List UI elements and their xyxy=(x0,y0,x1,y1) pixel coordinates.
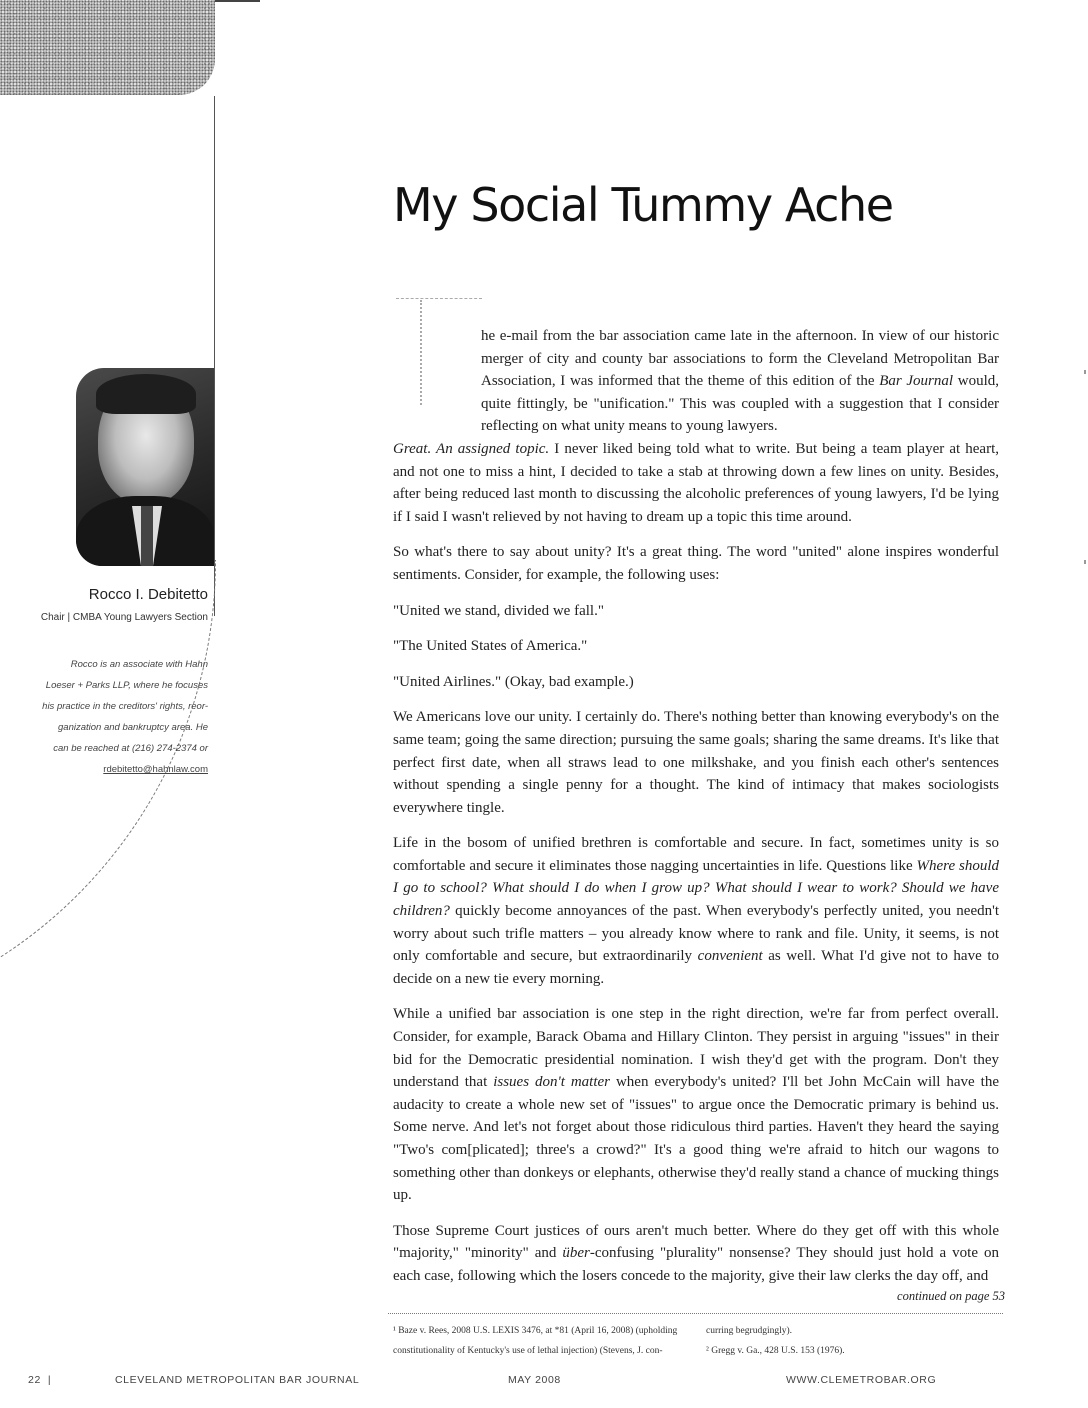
bio-line: can be reached at (216) 274-2374 or xyxy=(53,743,208,754)
bio-line: ganization and bankruptcy area. He xyxy=(58,722,208,733)
paragraph: While a unified bar association is one step in the right direction, we're far from perfect overall. Consider, for example, Barack Obama and Hillary Clinton. They persist in arguing "issues" in their bid for the Democratic presidential nomination. I wish they'd get with the program. Don't they understand that issues don't matter when everybody's united? I'll bet John McCain will have the audacity to create a whole new set of "issues" to argue once the Democratic primary is behind us. Some nerve. And let's not forget about those ridiculous third parties. Haven't they heard the saying "Two's com[plicated]; three's a crowd?" It's a good thing we're afraid to hitch our wagons to something other than donkeys or elephants, otherwise they'd really stand a chance of mucking things up. xyxy=(393,1006,999,1204)
footnote-2: ² Gregg v. Ga., 428 U.S. 153 (1976). xyxy=(706,1346,845,1356)
author-name: Rocco I. Debitetto xyxy=(88,586,208,603)
author-role: Chair | CMBA Young Lawyers Section xyxy=(40,612,208,623)
sidebar-curve xyxy=(0,560,216,1031)
footnote-rule xyxy=(388,1313,1003,1314)
paragraph: So what's there to say about unity? It's a great thing. The word "united" alone inspires wonderful sentiments. Consider, for example, the following uses: xyxy=(393,544,999,583)
margin-tick xyxy=(1084,370,1086,374)
quote: "United we stand, divided we fall." xyxy=(393,602,604,619)
paragraph: he e-mail from the bar association came late in the afternoon. In view of our historic merger of city and county bar associations to form the Cleveland Metropolitan Bar Association, I was informed that the theme of this edition of the Bar Journal would, quite fittingly, be "unification." This was coupled with a suggestion that I consider reflecting on what unity means to young lawyers. Great. An assigned topic. I never liked being told what to write. But being a team player at heart, and not one to miss a hint, I decided to take a stab at throwing down a few lines on unity. Besides, after being reduced last month to discussing the alcoholic preferences of young lawyers, I'd be lying if I said I wasn't relieved by not having to dream up a topic this time around. xyxy=(393,325,999,528)
bio-line: Loeser + Parks LLP, where he focuses xyxy=(45,680,208,691)
footnote-column-right xyxy=(706,1321,1006,1361)
bio-line: his practice in the creditors' rights, reor- xyxy=(42,701,208,712)
footnote-1-continued: curring begrudgingly). xyxy=(706,1326,793,1336)
top-rule xyxy=(215,0,260,2)
article-body xyxy=(393,325,999,1301)
header-texture xyxy=(0,0,215,95)
page-number: 22 | xyxy=(28,1374,52,1386)
author-bio xyxy=(40,654,208,780)
paragraph: Life in the bosom of unified brethren is comfortable and secure. In fact, sometimes unity is so comfortable and secure it eliminates those nagging uncertainties in life. Questions like Where should I go to school? What should I do when I grow up? What should I wear to work? Should we have children? quickly become annoyances of the past. When everybody's perfectly united, you needn't worry about such trifle matters – you already know where to rank and file. Unity, it seems, is not only comfortable and secure, but extraordinarily convenient as well. What I'd give not to have to decide on a new tie every morning. xyxy=(393,835,999,987)
paragraph: We Americans love our unity. I certainly do. There's nothing better than knowing everybody's on the same team; going the same direction; pursuing the same goals; sharing the same dreams. It's like that perfect first date, when all straws lead to one milkshake, and you finish each other's sentences without spending a single penny for a thought. The kind of intimacy that makes sociologists everywhere tingle. xyxy=(393,709,999,816)
author-hair xyxy=(96,374,196,414)
quote: "United Airlines." (Okay, bad example.) xyxy=(393,673,634,690)
author-photo xyxy=(76,368,214,566)
issue-date: MAY 2008 xyxy=(508,1374,561,1386)
paragraph-lead: he e-mail from the bar association came late in the afternoon. In view of our historic merger of city and county bar associations to form the Cleveland Metropolitan Bar Association, I was informed that the theme of this edition of the Bar Journal would, quite fittingly, be "unification." This was coupled with a suggestion that I consider reflecting on what unity means to young lawyers. xyxy=(481,328,1000,435)
website-link[interactable]: WWW.CLEMETROBAR.ORG xyxy=(786,1374,937,1386)
quote: "The United States of America." xyxy=(393,638,588,655)
author-email-link[interactable]: rdebitetto@hahnlaw.com xyxy=(103,764,208,775)
paragraph: Those Supreme Court justices of ours aren't much better. Where do they get off with this whole "majority," "minority" and über-confusing "plurality" nonsense? They should just hold a vote on each case, following which the losers concede to the majority, give their law clerks the day off, and xyxy=(393,1222,999,1284)
inline-italic: Great. An assigned topic. xyxy=(393,440,550,457)
bio-line: Rocco is an associate with Hahn xyxy=(70,659,208,670)
footnote-1: ¹ Baze v. Rees, 2008 U.S. LEXIS 3476, at *81 (April 16, 2008) (upholding constitutionality of Kentucky's use of lethal injection) (Stevens, J. con- xyxy=(393,1326,678,1356)
publication-name: CLEVELAND METROPOLITAN BAR JOURNAL xyxy=(115,1374,360,1386)
sidebar-rule xyxy=(214,96,215,616)
continued-note: continued on page 53 xyxy=(897,1289,1005,1303)
article-title: My Social Tummy Ache xyxy=(393,178,893,232)
margin-tick xyxy=(1084,560,1086,564)
